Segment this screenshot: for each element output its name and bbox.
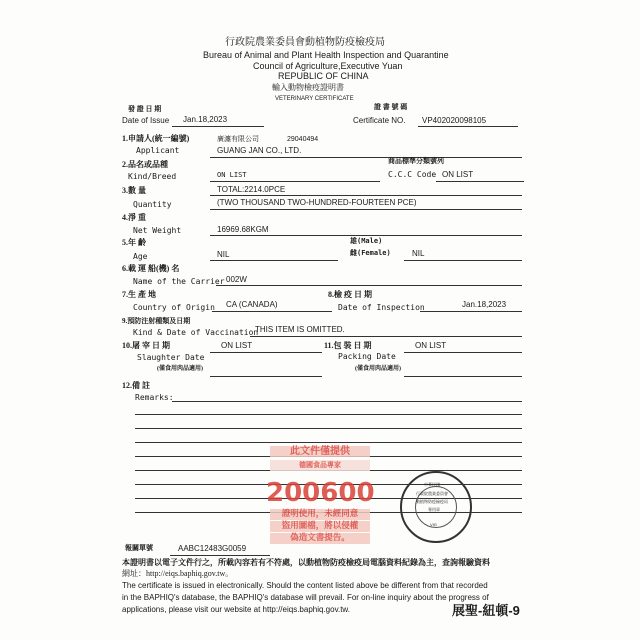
- footer-cn-2: 網址：http://eiqs.baphiq.gov.tw。: [122, 569, 234, 578]
- female-label: 雌(Female): [350, 249, 391, 257]
- quantity-words: (TWO THOUSAND TWO-HUNDRED-FOURTEEN PCE): [217, 198, 417, 207]
- origin-label-cn: 7.生 產 地: [122, 290, 156, 299]
- cert-title-cn: 輸入動物檢疫證明書: [272, 83, 344, 92]
- stamp-line2: 德國食品專家: [270, 460, 370, 471]
- age-value: NIL: [217, 250, 230, 259]
- seal-line3: 動植物防疫檢疫局: [416, 499, 448, 504]
- footer-tag: 展聖-紐頓-9: [452, 603, 520, 618]
- remarks-label-cn: 12.備 註: [122, 381, 150, 390]
- packing-label-cn: 11.包 裝 日 期: [324, 341, 372, 350]
- quantity-label-en: Quantity: [133, 200, 172, 209]
- country: REPUBLIC OF CHINA: [278, 71, 369, 81]
- weight-label-en: Net Weight: [133, 226, 182, 235]
- packing-note: (僅食用肉品適用): [355, 366, 401, 372]
- ccc-label-en: C.C.C Code: [388, 170, 437, 179]
- packing-label-en: Packing Date: [338, 352, 396, 361]
- vaccination-value: THIS ITEM IS OMITTED.: [255, 325, 345, 334]
- quantity-label-cn: 3.數 量: [122, 186, 146, 195]
- agency-en-1: Bureau of Animal and Plant Health Inspection and Quarantine: [203, 50, 449, 60]
- official-seal: [400, 471, 472, 543]
- issue-label-en: Date of Issue: [122, 116, 170, 125]
- age-label-en: Age: [133, 252, 148, 261]
- seal-line4: 專用章: [428, 507, 440, 512]
- slaughter-label-cn: 10.屠 宰 日 期: [122, 341, 170, 350]
- stamp-line3: 證明使用，未經同意: [270, 509, 370, 520]
- inspection-label-en: Date of Inspection: [338, 303, 425, 312]
- age-label-cn: 5.年 齡: [122, 238, 146, 247]
- issue-label-cn: 發 證 日 期: [128, 105, 162, 113]
- kind-label-en: Kind/Breed: [128, 172, 177, 181]
- origin-label-en: Country of Origin: [133, 303, 215, 312]
- male-label: 雄(Male): [350, 237, 383, 245]
- carrier-label-en: Name of the Carrier: [133, 277, 225, 286]
- slaughter-note: (僅食用肉品適用): [157, 366, 203, 372]
- carrier-label-cn: 6.載 運 船(機) 名: [122, 264, 180, 273]
- seal-line5: VIG: [430, 522, 437, 527]
- cert-no-label-cn: 證 書 號 碼: [374, 103, 408, 111]
- cert-no-label-en: Certificate NO.: [353, 116, 406, 125]
- slaughter-label-en: Slaughter Date: [137, 353, 205, 362]
- vaccination-label-en: Kind & Date of Vaccination: [133, 328, 259, 337]
- vaccination-label-cn: 9.預防注射種類及日期: [122, 317, 191, 325]
- footer-en-3: applications, please visit our website at http://eiqs.baphiq.gov.tw.: [122, 605, 350, 614]
- applicant-name-en: GUANG JAN CO., LTD.: [217, 146, 302, 155]
- applicant-name-cn: 廣瀍有限公司: [217, 136, 259, 143]
- ccc-value: ON LIST: [442, 170, 474, 179]
- kind-value: ON LIST: [217, 171, 247, 179]
- inspection-value: Jan.18,2023: [462, 300, 507, 309]
- customs-value: AABC12483G0059: [178, 544, 247, 553]
- inspection-label-cn: 8.檢 疫 日 期: [328, 290, 372, 299]
- cert-title-en: VETERINARY CERTIFICATE: [275, 96, 354, 102]
- kind-label-cn: 2.品名或品種: [122, 160, 168, 169]
- footer-cn-1: 本證明書以電子文件行之，所載內容若有不符處，以動植物防疫檢疫局電腦資料紀錄為主，查詢報驗資料: [122, 558, 490, 567]
- stamp-line1: 此文件僅提供: [270, 446, 370, 457]
- watermark-stamp: [266, 446, 374, 546]
- stamp-line4: 盜用圖檔，將以侵權: [270, 521, 370, 532]
- origin-value: CA (CANADA): [226, 300, 278, 309]
- agency-cn: 行政院農業委員會動植物防疫檢疫局: [225, 37, 385, 48]
- carrier-value: 002W: [226, 275, 247, 284]
- seal-line1: 中華民國: [424, 482, 440, 487]
- quantity-value: TOTAL:2214.0PCE: [217, 185, 286, 194]
- packing-value: ON LIST: [415, 341, 447, 350]
- sex-value: NIL: [412, 249, 425, 258]
- footer-en-1: The certificate is issued in electronically. Should the content listed above be different from that recorded: [122, 581, 488, 590]
- issue-date: Jan.18,2023: [183, 115, 228, 124]
- weight-label-cn: 4.淨 重: [122, 213, 146, 222]
- applicant-label-cn: 1.申請人(統一編號): [122, 134, 190, 143]
- applicant-label-en: Applicant: [136, 146, 180, 155]
- remarks-label-en: Remarks:: [135, 393, 174, 402]
- seal-line2: 行政院農業委員會: [416, 491, 448, 496]
- cert-no-value: VP402020098105: [422, 116, 487, 125]
- customs-label: 報關單號: [125, 544, 153, 552]
- stamp-number: 200600: [266, 478, 375, 508]
- weight-value: 16969.68KGM: [217, 225, 269, 234]
- applicant-id: 29040494: [287, 136, 319, 143]
- agency-en-2: Council of Agriculture,Executive Yuan: [253, 61, 403, 71]
- ccc-label-cn: 商品標準分類號列: [388, 157, 444, 165]
- slaughter-value: ON LIST: [221, 341, 253, 350]
- footer-en-2: in the BAPHIQ's database, the BAPHIQ's database will prevail. For on-line inquiry about the progress of: [122, 593, 489, 602]
- stamp-line5: 偽造文書提告。: [270, 533, 370, 544]
